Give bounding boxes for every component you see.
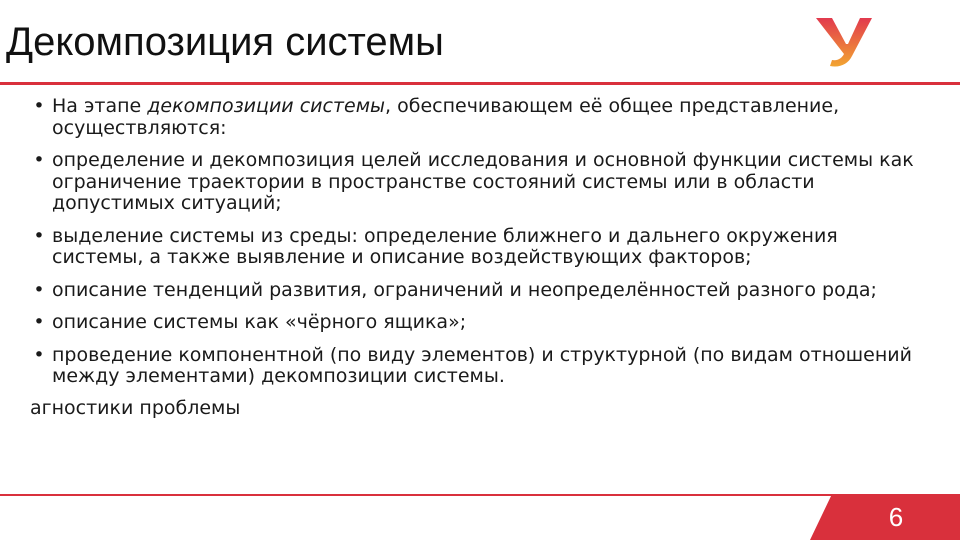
y-logo-icon bbox=[812, 12, 876, 72]
footer-divider bbox=[0, 494, 960, 496]
bullet-text: проведение компонентной (по виду элементов) и структурной (по видам отношений между элементами) декомпозиции системы. bbox=[52, 343, 912, 387]
trailing-text: агностики проблемы bbox=[30, 396, 241, 419]
intro-text-rest: , обеспечивающем её общее представление, осуществляются: bbox=[52, 95, 840, 139]
bullet-item bbox=[30, 280, 920, 302]
bullet-intro bbox=[30, 96, 920, 139]
bullet-marker: • bbox=[33, 149, 45, 171]
page-number: 6 bbox=[888, 502, 904, 532]
bullet-item bbox=[30, 312, 920, 334]
title-divider bbox=[0, 82, 960, 85]
bullet-item bbox=[30, 150, 920, 215]
bullet-marker: • bbox=[33, 224, 45, 247]
bullet-text: выделение системы из среды: определение ближнего и дальнего окружения системы, а также выявление и описание воздействующих факторов; bbox=[52, 224, 838, 268]
bullet-marker: • bbox=[33, 343, 45, 366]
bullet-text: описание тенденций развития, ограничений и неопределённостей разного рода; bbox=[52, 278, 877, 301]
slide-body bbox=[30, 96, 920, 419]
bullet-text: описание системы как «чёрного ящика»; bbox=[52, 311, 467, 333]
bullet-text: определение и декомпозиция целей исследования и основной функции системы как ограничение траектории в пространстве состояний системы или в области допустимых ситуаций; bbox=[52, 149, 914, 214]
slide-title: Декомпозиция системы bbox=[6, 20, 444, 64]
intro-text: На этапе bbox=[52, 95, 148, 117]
bullet-marker: • bbox=[33, 311, 45, 333]
intro-emphasis: декомпозиции системы bbox=[147, 95, 386, 117]
bullet-item bbox=[30, 345, 920, 388]
bullet-item bbox=[30, 226, 920, 269]
bullet-list bbox=[30, 96, 920, 388]
bullet-marker: • bbox=[33, 95, 45, 117]
bullet-marker: • bbox=[33, 278, 45, 301]
